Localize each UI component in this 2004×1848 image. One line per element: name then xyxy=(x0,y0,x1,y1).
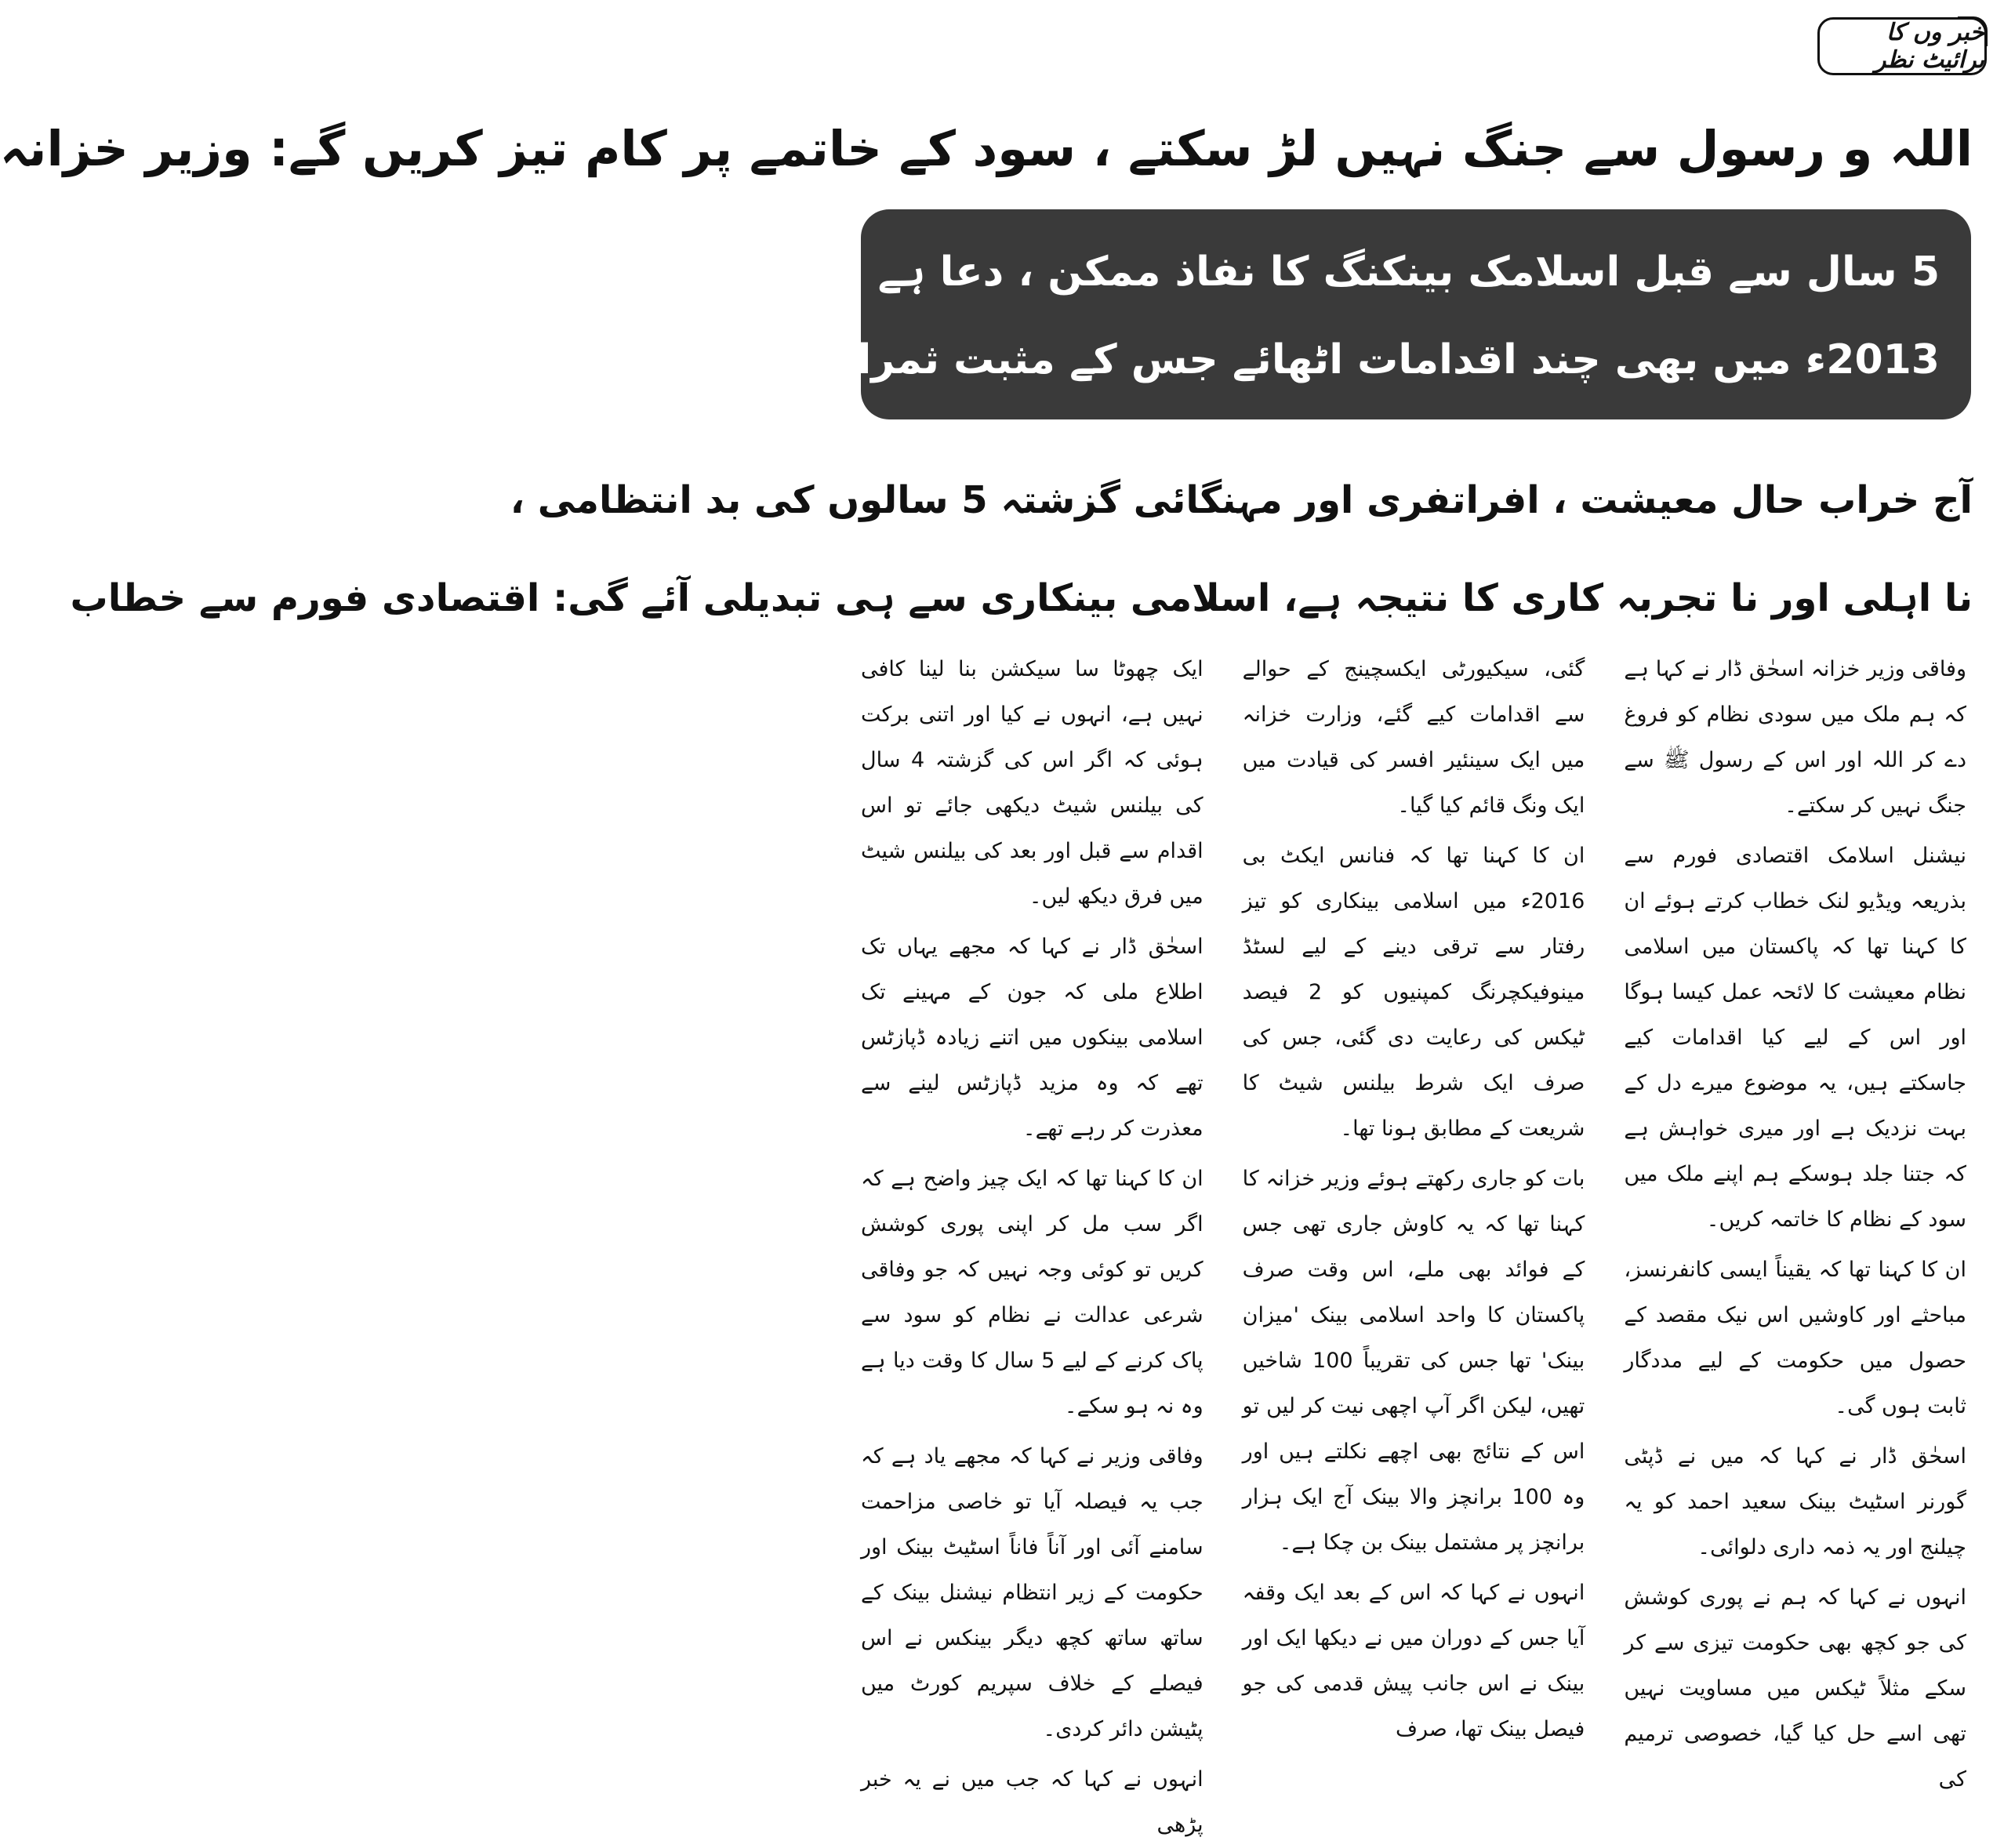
paragraph: وفاقی وزیر نے کہا کہ مجھے یاد ہے کہ جب یہ فیصلہ آیا تو خاصی مزاحمت سامنے آئی اور آناً فاناً اسٹیٹ بینک اور حکومت کے زیر انتظام نیشنل بینک کے ساتھ ساتھ کچھ دیگر بینکس نے اس فیصلے کے خلاف سپریم کورٹ میں پٹیشن دائر کردی۔ xyxy=(860,1444,1203,1741)
highlight-box xyxy=(187,209,1971,419)
paragraph: ایک چھوٹا سا سیکشن بنا لینا کافی نہیں ہے، انہوں نے کیا اور اتنی برکت ہوئی کہ اگر اس کی گزشتہ 4 سال کی بیلنس شیٹ دیکھی جائے تو اس اقدام سے قبل اور بعد کی بیلنس شیٹ میں فرق دیکھ لیں۔ xyxy=(860,657,1203,909)
highlight-line-2: 2013ء میں بھی چند اقدامات اٹھائے جس کے مثبت ثمرات اب تک مل رہے ہیں: اسحاق ڈار xyxy=(187,336,1940,383)
subheadline-line-2: نا اہلی اور نا تجربہ کاری کا نتیجہ ہے، اسلامی بینکاری سے ہی تبدیلی آئے گی: اقتصادی فورم سے خطاب xyxy=(70,576,1973,620)
paragraph: ان کا کہنا تھا کہ فنانس ایکٹ بی 2016ء میں اسلامی بینکاری کو تیز رفتار سے ترقی دینے کے لیے لسٹڈ مینوفیکچرنگ کمپنیوں کو 2 فیصد ٹیکس کی رعایت دی گئی، جس کی صرف ایک شرط بیلنس شیٹ کا شریعت کے مطابق ہونا تھا۔ xyxy=(1242,844,1585,1141)
subheadline-line-1: آج خراب حال معیشت ، افراتفری اور مہنگائی گزشتہ 5 سالوں کی بد انتظامی ، xyxy=(510,478,1973,522)
paragraph: انہوں نے کہا کہ اس کے بعد ایک وقفہ آیا جس کے دوران میں نے دیکھا ایک اور بینک نے اس جانب پیش قدمی کی جو فیصل بینک تھا، صرف xyxy=(1242,1581,1585,1741)
article-column-2 xyxy=(1242,647,1585,1741)
paragraph: بات کو جاری رکھتے ہوئے وزیر خزانہ کا کہنا تھا کہ یہ کاوش جاری تھی جس کے فوائد بھی ملے، اس وقت صرف پاکستان کا واحد اسلامی بینک 'میزان بینک' تھا جس کی تقریباً 100 شاخیں تھیں، لیکن اگر آپ اچھی نیت کر لیں تو اس کے نتائج بھی اچھے نکلتے ہیں اور وہ 100 برانچز والا بینک آج ایک ہزار برانچز پر مشتمل بینک بن چکا ہے۔ xyxy=(1242,1167,1585,1555)
article-columns xyxy=(860,647,1966,1837)
paragraph: اسحٰق ڈار نے کہا کہ میں نے ڈپٹی گورنر اسٹیٹ بینک سعید احمد کو یہ چیلنج اور یہ ذمہ داری دلوائی۔ xyxy=(1624,1444,1966,1559)
main-headline: اللہ و رسول سے جنگ نہیں لڑ سکتے ، سود کے خاتمے پر کام تیز کریں گے: وزیر خزانہ xyxy=(0,120,1973,177)
paragraph: اسحٰق ڈار نے کہا کہ مجھے یہاں تک اطلاع ملی کہ جون کے مہینے تک اسلامی بینکوں میں اتنے زیادہ ڈپازٹس تھے کہ وہ مزید ڈپازٹس لینے سے معذرت کر رہے تھے۔ xyxy=(860,935,1203,1141)
paragraph: انہوں نے کہا کہ جب میں نے یہ خبر پڑھی xyxy=(860,1767,1203,1837)
paragraph: وفاقی وزیر خزانہ اسحٰق ڈار نے کہا ہے کہ ہم ملک میں سودی نظام کو فروغ دے کر اللہ اور اس کے رسول ﷺ سے جنگ نہیں کر سکتے۔ xyxy=(1624,657,1966,818)
article-column-1 xyxy=(1624,647,1966,1792)
section-tag: خبر وں کا برائیٹ نظر xyxy=(1817,17,1987,75)
paragraph: گئی، سیکیورٹی ایکسچینج کے حوالے سے اقدامات کیے گئے، وزارت خزانہ میں ایک سینئیر افسر کی قیادت میں ایک ونگ قائم کیا گیا۔ xyxy=(1242,657,1585,818)
article-column-3 xyxy=(860,647,1203,1837)
paragraph: ان کا کہنا تھا کہ یقیناً ایسی کانفرنسز، مباحثے اور کاوشیں اس نیک مقصد کے حصول میں حکومت کے لیے مددگار ثابت ہوں گی۔ xyxy=(1624,1258,1966,1418)
paragraph: انہوں نے کہا کہ ہم نے پوری کوشش کی جو کچھ بھی حکومت تیزی سے کر سکے مثلاً ٹیکس میں مساویت نہیں تھی اسے حل کیا گیا، خصوصی ترمیم کی xyxy=(1624,1585,1966,1792)
paragraph: نیشنل اسلامک اقتصادی فورم سے بذریعہ ویڈیو لنک خطاب کرتے ہوئے ان کا کہنا تھا کہ پاکستان میں اسلامی نظام معیشت کا لائحہ عمل کیسا ہوگا اور اس کے لیے کیا اقدامات کیے جاسکتے ہیں، یہ موضوع میرے دل کے بہت نزدیک ہے اور میری خواہش ہے کہ جتنا جلد ہوسکے ہم اپنے ملک میں سود کے نظام کا خاتمہ کریں۔ xyxy=(1624,844,1966,1232)
highlight-line-1: 5 سال سے قبل اسلامک بینکنگ کا نفاذ ممکن ، دعا ہے ہمارے ہاتھوں یہ کام ہو، xyxy=(378,249,1940,296)
paragraph: ان کا کہنا تھا کہ ایک چیز واضح ہے کہ اگر سب مل کر اپنی پوری کوشش کریں تو کوئی وجہ نہیں کہ جو وفاقی شرعی عدالت نے نظام کو سود سے پاک کرنے کے لیے 5 سال کا وقت دیا ہے وہ نہ ہو سکے۔ xyxy=(860,1167,1203,1418)
